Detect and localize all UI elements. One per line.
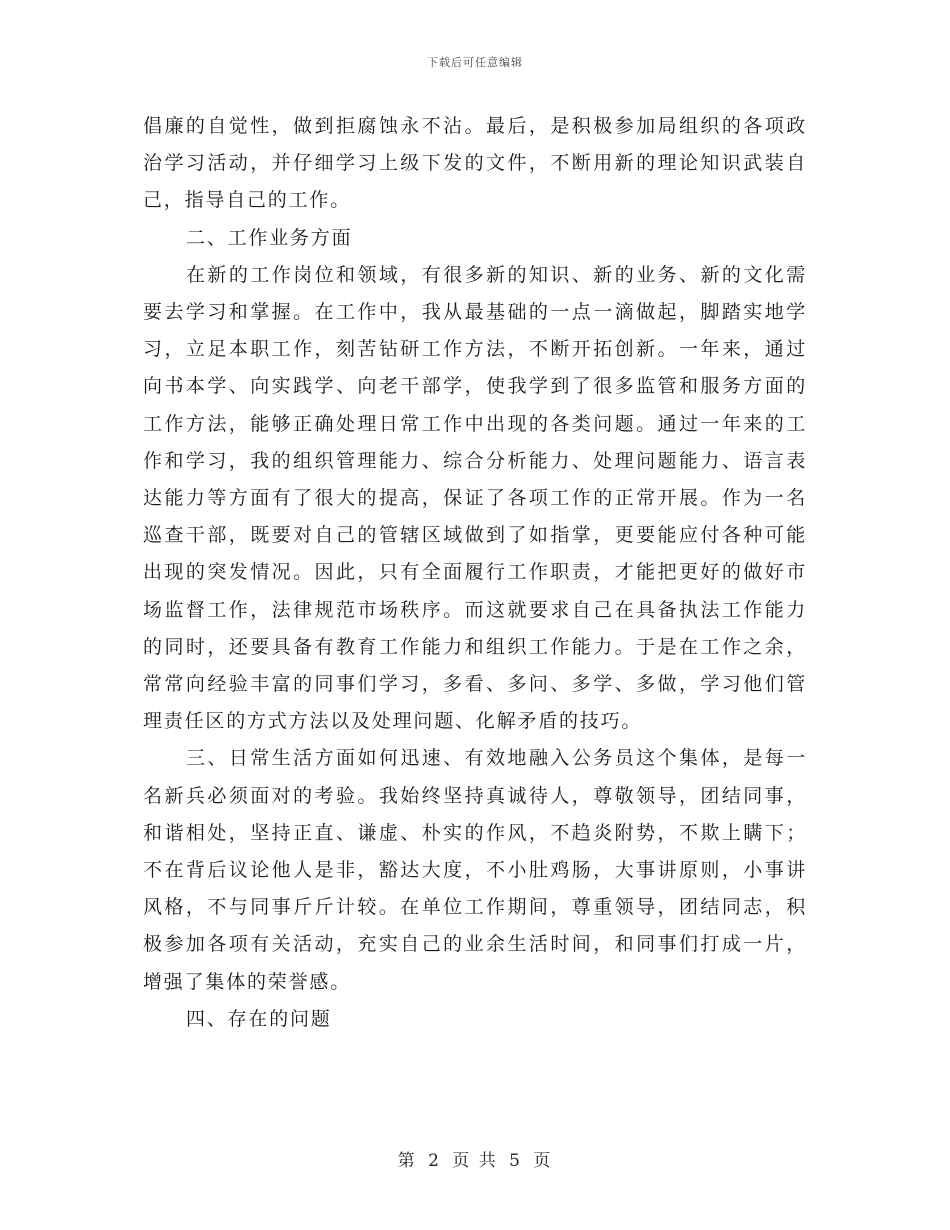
footer-prefix: 第 [397, 1151, 417, 1171]
section-heading-work: 二、工作业务方面 [186, 226, 353, 249]
paragraph-daily-life: 三、日常生活方面如何迅速、有效地融入公务员这个集体，是每一名新兵必须面对的考验。我始终坚持真诚待人，尊敬领导，团结同事，和谐相处，坚持正直、谦虚、朴实的作风，不趋炎附势，不欺上瞒下；不在背后议论他人是非，豁达大度，不小肚鸡肠，大事讲原则，小事讲风格，不与同事斤斤计较。在单位工作期间，尊重领导，团结同志，积极参加各项有关活动，充实自己的业余生活时间，和同事们打成一片，增强了集体的荣誉感。 [143, 747, 807, 993]
paragraph-continuation: 倡廉的自觉性，做到拒腐蚀永不沾。最后，是积极参加局组织的各项政治学习活动，并仔细学习上级下发的文件，不断用新的理论知识武装自己，指导自己的工作。 [143, 115, 807, 212]
document-body [143, 108, 807, 1038]
page-footer [0, 1146, 950, 1171]
section-heading-problems: 四、存在的问题 [186, 1007, 332, 1030]
footer-suffix: 页 [533, 1151, 553, 1171]
paragraph-work: 在新的工作岗位和领域，有很多新的知识、新的业务、新的文化需要去学习和掌握。在工作中，我从最基础的一点一滴做起，脚踏实地学习，立足本职工作，刻苦钻研工作方法，不断开拓创新。一年来，通过向书本学、向实践学、向老干部学，使我学到了很多监管和服务方面的工作方法，能够正确处理日常工作中出现的各类问题。通过一年来的工作和学习，我的组织管理能力、综合分析能力、处理问题能力、语言表达能力等方面有了很大的提高，保证了各项工作的正常开展。作为一名巡查干部，既要对自己的管辖区域做到了如指掌，更要能应付各种可能出现的突发情况。因此，只有全面履行工作职责，才能把更好的做好市场监督工作，法律规范市场秩序。而这就要求自己在具备执法工作能力的同时，还要具备有教育工作能力和组织工作能力。于是在工作之余，常常向经验丰富的同事们学习，多看、多问、多学、多做，学习他们管理责任区的方式方法以及处理问题、化解矛盾的技巧。 [143, 263, 807, 733]
current-page-number: 2 [428, 1151, 441, 1171]
footer-middle: 页 共 [452, 1151, 498, 1171]
page-header: 下载后可任意编辑 [427, 56, 523, 69]
total-page-count: 5 [509, 1151, 522, 1171]
